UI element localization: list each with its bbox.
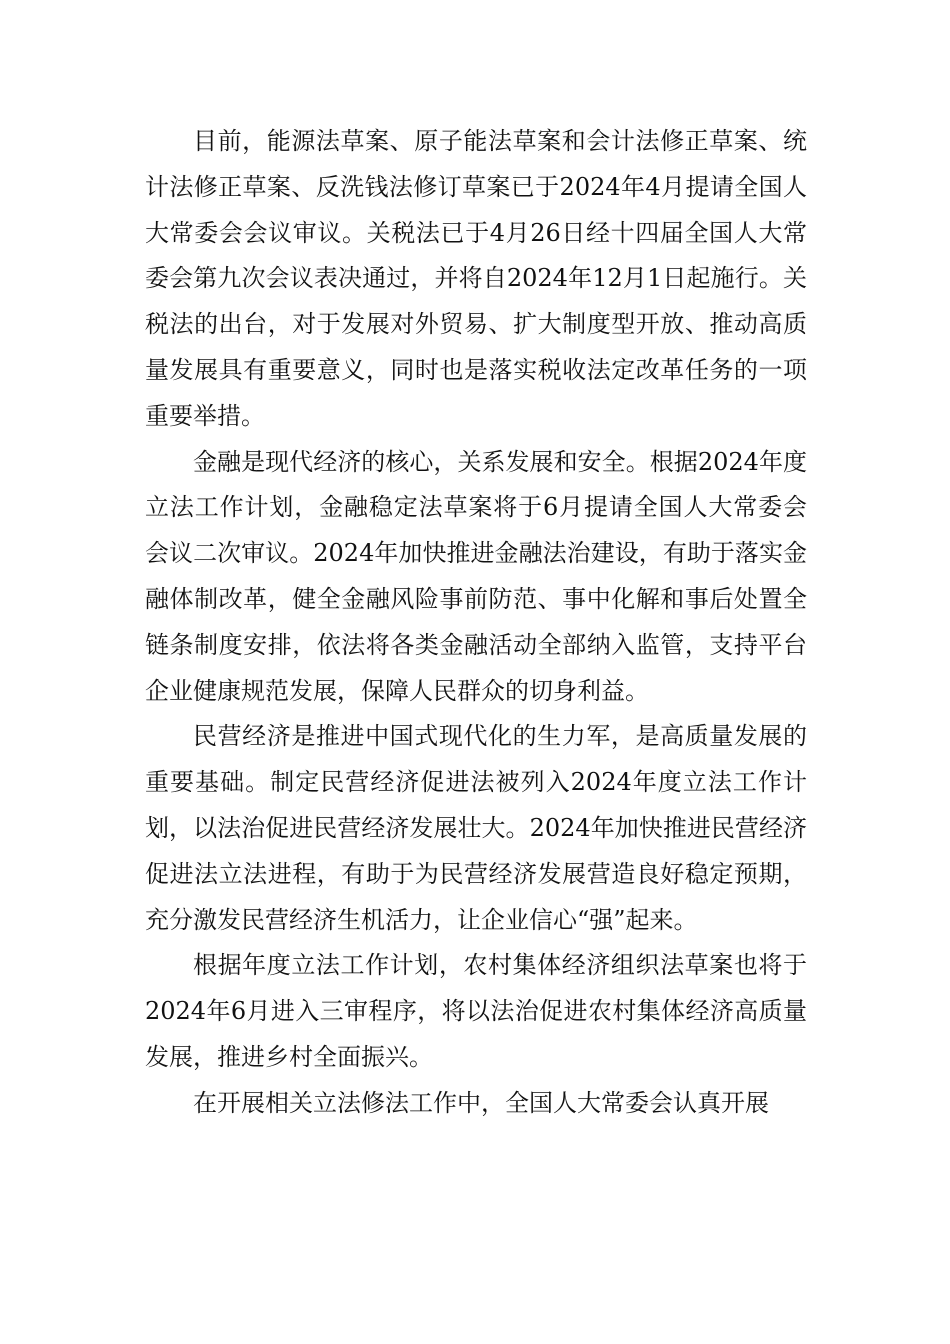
paragraph-legislative-work: 在开展相关立法修法工作中，全国人大常委会认真开展 [193, 1088, 769, 1117]
document-body [145, 119, 807, 1127]
paragraph-rural-collective-law: 根据年度立法工作计划，农村集体经济组织法草案也将于2024年6月进入三审程序，将以法治促进农村集体经济高质量发展，推进乡村全面振兴。 [145, 951, 807, 1071]
paragraph-private-economy-law: 民营经济是推进中国式现代化的生力军，是高质量发展的重要基础。制定民营经济促进法被列入2024年度立法工作计划，以法治促进民营经济发展壮大。2024年加快推进民营经济促进法立法进程，有助于为民营经济发展营造良好稳定预期，充分激发民营经济生机活力，让企业信心“强”起来。 [145, 722, 807, 934]
paragraph-energy-laws: 目前，能源法草案、原子能法草案和会计法修正草案、统计法修正草案、反洗钱法修订草案已于2024年4月提请全国人大常委会会议审议。关税法已于4月26日经十四届全国人大常委会第九次会议表决通过，并将自2024年12月1日起施行。关税法的出台，对于发展对外贸易、扩大制度型开放、推动高质量发展具有重要意义，同时也是落实税收法定改革任务的一项重要举措。 [145, 127, 807, 430]
paragraph-finance-law: 金融是现代经济的核心，关系发展和安全。根据2024年度立法工作计划，金融稳定法草案将于6月提请全国人大常委会会议二次审议。2024年加快推进金融法治建设，有助于落实金融体制改革，健全金融风险事前防范、事中化解和事后处置全链条制度安排，依法将各类金融活动全部纳入监管，支持平台企业健康规范发展，保障人民群众的切身利益。 [145, 447, 807, 705]
